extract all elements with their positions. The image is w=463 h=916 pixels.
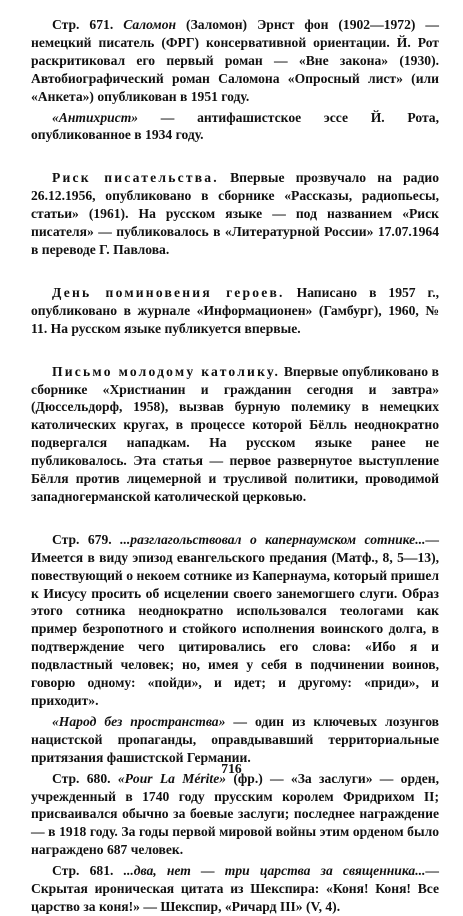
note-text: Написано в 1957 г., опубликовано в журнале «Информационен» (Гамбург), 1960, № 11. На русском языке публикуется впервые.: [31, 284, 439, 336]
note-term-italic: ...два, нет — три царства за священника...: [123, 863, 426, 879]
note-text: Стр. 680.: [52, 770, 118, 786]
note-term-italic: ...разглагольствовал о капернаумском сотнике...: [120, 531, 426, 547]
note-text: Впервые прозвучало на радио 26.12.1956, опубликовано в сборнике «Рассказы, радиопьесы, статьи» (1961). На русском языке — под названием «Риск писателя» — публиковалось в «Литературной России» 17.07.1964 в переводе Г. Павлова.: [31, 170, 439, 257]
note-text: (фр.) — «За заслуги» — орден, учрежденный в 1740 году прусским королем Фридрихом II; присваивался обычно за боевые заслуги; последнее награждение — в 1918 году. За годы первой мировой войны этим орденом было награждено 687 человек.: [31, 770, 439, 858]
note-term-italic: Саломон: [123, 17, 177, 32]
note-three-kingdoms: [31, 862, 439, 916]
note-salomon: [31, 16, 439, 106]
note-risk-of-writing: [31, 169, 439, 259]
note-text: — антифашистское эссе Й. Рота, опубликованное в 1934 году.: [31, 109, 439, 143]
page-number: 716: [221, 761, 242, 776]
note-text: (Заломон) Эрнст фон (1902—1972) — немецкий писатель (ФРГ) консервативной ориентации. Й. Рот раскритиковал его первый роман — «Вне закона» (1930). Автобиографический роман Саломона «Опросный лист» (или «Анкета») опубликован в 1951 году.: [31, 17, 439, 104]
note-heroes-memorial-day: [31, 284, 439, 338]
note-text: Впервые опубликовано в сборнике «Христианин и гражданин сегодня и завтра» (Дюссельдорф, 1958), вызвав бурную полемику в немецких католических кругах, в процессе которой Бёлль неоднократно подвергался нападкам. На русском языке ранее не публиковалось. Эта статья — первое развернутое выступление Бёлля против лицемерной и трусливой политики, проводимой западногерманской католической церковью.: [31, 363, 440, 504]
note-term-italic: «Антихрист»: [52, 109, 139, 125]
note-text: — Имеется в виду эпизод евангельского предания (Матф., 8, 5—13), повествующий о некоем сотнике из Капернаума, который пришел к Иисусу просить об исцелении своего занемогшего слуги. Образ этого сотника неоднократно использовался теологами как пример безропотного и стойкого исполнения воинского долга, в подтверждение чего цитировались его слова: «Ибо я и подвластный человек; но, имея у себя в подчинении воинов, говорю одному: «пойди», и идет; и другому: «приди», и приходит».: [31, 531, 439, 708]
note-volk-ohne-raum: [31, 713, 439, 767]
note-title-spaced: Риск писательства.: [52, 170, 219, 186]
note-pour-le-merite: [31, 770, 439, 860]
note-text: — один из ключевых лозунгов нацистской пропаганды, оправдывавший территориальные притязания фашистской Германии.: [31, 713, 439, 765]
note-text: Стр. 679.: [52, 531, 121, 547]
note-term-italic: «Pour La Mérite»: [117, 770, 227, 786]
note-title-spaced: Письмо молодому католику.: [52, 363, 281, 379]
note-title-spaced: День поминовения героев.: [52, 284, 285, 300]
note-text: Стр. 681.: [52, 863, 124, 879]
note-text: — Скрытая ироническая цитата из Шекспира: «Коня! Коня! Все царство за коня!» — Шекспир, «Ричард III» (V, 4).: [31, 863, 439, 914]
note-antichrist: [31, 109, 439, 145]
note-text: Стр. 671.: [52, 17, 124, 32]
note-capernaum-centurion: [31, 531, 439, 710]
note-term-italic: «Народ без пространства»: [52, 713, 226, 729]
note-letter-young-catholic: [31, 363, 439, 506]
